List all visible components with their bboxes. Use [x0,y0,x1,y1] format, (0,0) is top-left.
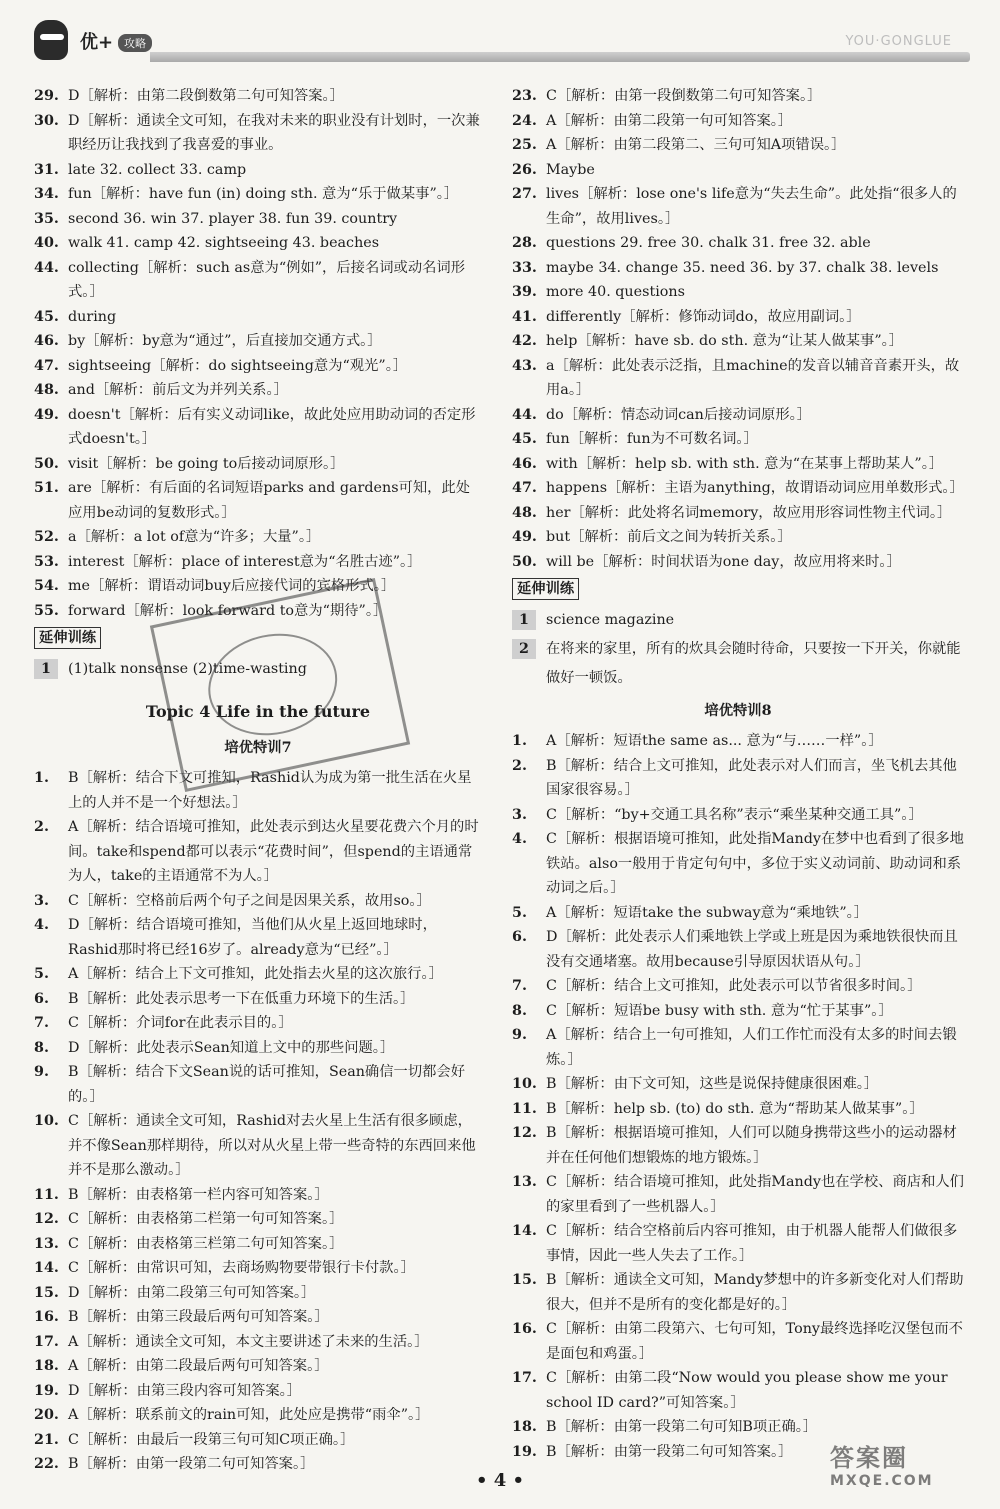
answer-entry [34,1403,482,1428]
item-text: A［解析：结合上下文可推知，此处指去火星的这次旅行。］ [68,966,443,982]
item-text: A［解析：短语take the subway意为“乘地铁”。］ [546,904,869,921]
item-number: 11. [34,1186,59,1203]
item-text: C［解析：介词for在此表示目的。］ [68,1015,293,1031]
item-text: visit［解析：be going to后接动词原形。］ [68,455,345,472]
item-text: B［解析：结合上文可推知，此处表示对人们而言，坐飞机去其他国家很容易。］ [546,757,957,798]
item-text: C［解析：结合上文可推知，此处表示可以节省很多时间。］ [546,978,922,994]
item-number: 1. [512,733,527,749]
answer-entry [34,1379,482,1404]
item-number: 1. [34,770,49,786]
item-text: will be［解析：时间状语为one day，故应用将来时。］ [546,553,901,570]
item-number: 18. [34,1358,59,1374]
answer-entry [34,158,482,183]
item-text: C［解析：结合语境可推知，此处指Mandy也在学校、商店和人们的家里看到了一些机器人。］ [546,1174,964,1215]
answer-entry [34,815,482,889]
brand-name: 优+ [80,32,114,53]
item-text: C［解析：“by+交通工具名称”表示“乘坐某种交通工具”。］ [546,806,923,823]
section-heading-right: 培优特训8 [704,703,772,719]
item-number: 55. [34,602,59,619]
item-number: 17. [34,1333,59,1350]
item-text: and［解析：前后文为并列关系。］ [68,382,288,398]
item-text: B［解析：结合下文可推知，Rashid认为成为第一批生活在火星上的人并不是一个好想法。］ [68,770,472,811]
item-text: C［解析：由第一段倒数第二句可知答案。］ [546,88,822,104]
extension-training-label: 延伸训练 [34,627,101,649]
item-number: 48. [34,382,59,398]
item-number: 47. [34,357,59,374]
answer-entry [512,901,964,926]
extension-training-label: 延伸训练 [512,578,579,600]
item-text: second 36. win 37. player 38. fun 39. country [68,210,398,227]
item-number: 1 [34,659,58,679]
item-number: 14. [512,1223,537,1239]
answer-entry [34,574,482,599]
item-text: B［解析：此处表示思考一下在低重力环境下的生活。］ [68,990,415,1007]
answer-entry [512,999,964,1024]
item-text: B［解析：由下文可知，这些是说保持健康很困难。］ [546,1076,879,1092]
page-number: • 4 • [475,1470,525,1491]
item-text: C［解析：由第二段“Now would you please show me your school ID card?”可知答案。］ [546,1370,948,1411]
answer-entry [34,305,482,330]
extension-item [512,606,964,635]
answer-entry [512,754,964,803]
item-number: 14. [34,1260,59,1276]
item-text: D［解析：由第三段内容可知答案。］ [68,1382,302,1399]
item-text: C［解析：根据语境可推知，此处指Mandy在梦中也看到了很多地铁站。also一般用于肯定句句中，多位于实义动词前、助动词和系动词之后。］ [546,831,964,896]
answer-entry [34,1183,482,1208]
answer-entry [34,1305,482,1330]
item-text: D［解析：由第二段第三句可知答案。］ [68,1284,316,1301]
answer-entry [512,1317,964,1366]
item-text: science magazine [546,612,675,628]
answer-entry [34,84,482,109]
item-number: 10. [512,1076,537,1092]
item-text: me［解析：谓语动词buy后应接代词的宾格形式。］ [68,578,396,594]
answer-entry [34,378,482,403]
answer-entry [512,305,964,330]
item-number: 50. [34,455,59,472]
item-number: 33. [512,259,537,276]
answer-entry [34,109,482,158]
answer-entry [512,1097,964,1122]
answer-entry [34,1281,482,1306]
item-number: 3. [34,892,49,909]
page-header [0,0,1000,72]
item-number: 12. [512,1125,537,1141]
item-number: 19. [512,1443,537,1460]
answer-entry [512,427,964,452]
item-number: 11. [512,1100,537,1117]
answer-entry [34,354,482,379]
answer-entry [512,1170,964,1219]
item-number: 41. [512,308,537,325]
item-text: with［解析：help sb. with sth. 意为“在某事上帮助某人”。］ [546,455,944,472]
item-text: 在将来的家里，所有的炊具会随时待命，只要按一下开关，你就能做好一顿饭。 [546,641,961,686]
item-number: 44. [512,406,537,423]
item-text: fun［解析：have fun (in) doing sth. 意为“乐于做某事”。］ [68,186,459,202]
item-text: B［解析：结合下文Sean说的话可推知，Sean确信一切都会好的。］ [68,1064,466,1105]
item-number: 46. [512,455,537,472]
answer-entry [34,1036,482,1061]
answer-entry [34,550,482,575]
item-number: 30. [34,112,59,129]
answer-entry [34,1011,482,1036]
answer-entry [34,1428,482,1453]
item-number: 21. [34,1431,59,1448]
answer-entry [512,182,964,231]
item-text: are［解析：有后面的名词短语parks and gardens可知，此处应用be动词的复数形式。］ [68,480,471,521]
item-text: D［解析：由第二段倒数第二句可知答案。］ [68,88,344,104]
item-number: 44. [34,259,59,276]
answer-entry [512,329,964,354]
topic-title: Topic 4 Life in the future [145,702,371,721]
answer-entry [34,1232,482,1257]
item-number: 47. [512,480,537,496]
answer-entry [512,550,964,575]
section-heading-left: 培优特训7 [224,740,292,756]
item-number: 15. [34,1284,59,1301]
answer-entry [512,403,964,428]
item-number: 22. [34,1456,59,1472]
item-number: 50. [512,553,537,570]
answer-entry [512,133,964,158]
item-text: B［解析：由第一段第二句可知B项正确。］ [546,1419,818,1435]
answer-list-left-top [34,84,482,623]
item-text: A［解析：由第二段第一句可知答案。］ [546,112,793,129]
answer-list-right-bottom [512,729,964,1464]
answer-entry [512,1219,964,1268]
item-text: collecting［解析：such as意为“例如”，后接名词或动名词形式。］ [68,259,466,300]
item-text: B［解析：由第三段最后两句可知答案。］ [68,1309,329,1325]
item-number: 43. [512,357,537,374]
item-text: D［解析：结合语境可推知，当他们从火星上返回地球时，Rashid那时将已经16岁了。already意为“已经”。］ [68,917,437,958]
item-number: 7. [512,978,527,994]
item-number: 8. [34,1039,49,1056]
stamp-seal-icon [199,622,347,747]
item-text: interest［解析：place of interest意为“名胜古迹”。］ [68,553,422,570]
answer-entry [512,729,964,754]
item-text: a［解析：a lot of意为“许多；大量”。］ [68,529,321,545]
item-text: C［解析：空格前后两个句子之间是因果关系，故用so。］ [68,892,431,909]
item-text: doesn't［解析：后有实义动词like，故此处应用助动词的否定形式doesn't。］ [68,406,476,447]
item-number: 3. [512,806,527,823]
answer-entry [34,1256,482,1281]
answer-entry [512,525,964,550]
item-text: do［解析：情态动词can后接动词原形。］ [546,406,812,423]
item-number: 23. [512,88,537,104]
item-text: B［解析：由表格第一栏内容可知答案。］ [68,1186,329,1203]
item-text: during [68,308,117,325]
answer-entry [512,452,964,477]
item-number: 49. [34,406,59,423]
answer-entry [34,962,482,987]
item-number: 7. [34,1015,49,1031]
answer-entry [34,207,482,232]
item-number: 48. [512,504,537,521]
answer-entry [512,231,964,256]
answer-list-left-bottom [34,766,482,1477]
item-number: 35. [34,210,59,227]
answer-entry [34,476,482,525]
item-number: 24. [512,112,537,129]
watermark-url: MXQE.COM [830,1473,934,1489]
item-number: 39. [512,284,537,300]
answer-entry [512,1415,964,1440]
answer-entry [512,84,964,109]
item-text: A［解析：由第二段最后两句可知答案。］ [68,1358,329,1374]
item-number: 26. [512,161,537,178]
answer-entry [34,525,482,550]
item-number: 2. [512,757,527,774]
item-text: forward［解析：look forward to意为“期待”。］ [68,602,388,619]
item-number: 34. [34,186,59,202]
item-text: a［解析：此处表示泛指，且machine的发音以辅音音素开头，故用a。］ [546,357,960,398]
answer-entry [512,158,964,183]
item-text: A［解析：短语the same as... 意为“与……一样”。］ [546,733,883,749]
item-number: 49. [512,529,537,545]
item-text: maybe 34. change 35. need 36. by 37. chalk 38. levels [546,259,939,276]
item-number: 51. [34,480,59,496]
item-number: 2. [34,819,49,835]
header-label: YOU·GONGLUE [845,34,952,49]
item-text: A［解析：结合上一句可推知，人们工作忙而没有太多的时间去锻炼。］ [546,1027,957,1068]
item-number: 4. [512,831,527,847]
item-number: 13. [512,1174,537,1190]
item-text: late 32. collect 33. camp [68,161,247,178]
item-number: 2 [512,639,536,659]
item-number: 16. [34,1309,59,1325]
item-number: 53. [34,553,59,570]
answer-entry [34,182,482,207]
item-text: C［解析：由常识可知，去商场购物要带银行卡付款。］ [68,1260,415,1276]
item-number: 5. [34,966,49,982]
answer-entry [512,280,964,305]
answer-entry [512,354,964,403]
site-watermark [830,1438,990,1498]
item-text: (1)talk nonsense (2)time-wasting [68,661,307,677]
mascot-icon [34,20,68,60]
item-text: B［解析：根据语境可推知，人们可以随身携带这些小的运动器材并在任何他们想锻炼的地方锻炼。］ [546,1125,957,1166]
item-number: 40. [34,235,59,251]
answer-entry [512,109,964,134]
item-number: 9. [34,1064,49,1080]
answer-entry [512,256,964,281]
item-text: sightseeing［解析：do sightseeing意为“观光”。］ [68,357,408,374]
answer-entry [34,256,482,305]
answer-entry [34,452,482,477]
extension-list-right [512,606,964,693]
extension-item [512,635,964,693]
item-text: D［解析：通读全文可知，在我对未来的职业没有计划时，一次兼职经历让我找到了我喜爱的事业。 [68,112,480,153]
item-number: 25. [512,137,537,153]
item-text: C［解析：短语be busy with sth. 意为“忙于某事”。］ [546,1002,893,1019]
answer-entry [34,987,482,1012]
item-text: A［解析：结合语境可推知，此处表示到达火星要花费六个月的时间。take和spend都可以表示“花费时间”，但spend的主语通常为人，take的主语通常不为人。］ [68,819,479,884]
answer-entry [512,1366,964,1415]
item-text: A［解析：通读全文可知，本文主要讲述了未来的生活。］ [68,1333,429,1350]
item-number: 15. [512,1272,537,1288]
item-number: 17. [512,1370,537,1386]
item-text: lives［解析：lose one's life意为“失去生命”。此处指“很多人的生命”，故用lives。］ [546,186,957,227]
answer-entry [512,501,964,526]
item-text: help［解析：have sb. do sth. 意为“让某人做某事”。］ [546,333,904,349]
item-text: A［解析：联系前文的rain可知，此处应是携带“雨伞”。］ [68,1407,430,1423]
item-text: C［解析：由第二段第六、七句可知，Tony最终选择吃汉堡包而不是面包和鸡蛋。］ [546,1321,963,1362]
watermark-text: 答案圈 [830,1444,908,1472]
answer-entry [512,476,964,501]
answer-entry [512,1268,964,1317]
answer-entry [512,1023,964,1072]
item-text: by［解析：by意为“通过”，后直接加交通方式。］ [68,333,382,349]
item-number: 10. [34,1113,59,1129]
item-text: her［解析：此处将名词memory，故应用形容词性物主代词。］ [546,504,952,521]
item-number: 6. [512,929,527,945]
item-text: fun［解析：fun为不可数名词。］ [546,431,758,447]
item-number: 31. [34,161,59,178]
right-column [512,84,964,1464]
item-text: walk 41. camp 42. sightseeing 43. beaches [68,235,380,251]
answer-entry [34,329,482,354]
item-number: 12. [34,1211,59,1227]
answer-entry [34,1207,482,1232]
glasses-icon [40,34,64,40]
answer-list-right-top [512,84,964,574]
item-text: B［解析：由第一段第二句可知答案。］ [68,1456,315,1472]
item-number: 6. [34,990,49,1007]
item-text: C［解析：通读全文可知，Rashid对去火星上生活有很多顾虑，并不像Sean那样期待，所以对从火星上带一些奇特的东西回来他并不是那么激动。］ [68,1113,476,1178]
item-text: A［解析：由第二段第二、三句可知A项错误。］ [546,137,846,153]
answer-entry [34,403,482,452]
item-text: Maybe [546,161,595,178]
answer-entry [34,1330,482,1355]
item-number: 28. [512,235,537,251]
item-number: 45. [34,308,59,325]
item-text: B［解析：由第一段第二句可知答案。］ [546,1443,793,1460]
answer-entry [512,974,964,999]
item-number: 8. [512,1002,527,1019]
item-text: B［解析：通读全文可知，Mandy梦想中的许多新变化对人们帮助很大，但并不是所有的变化都是好的。］ [546,1272,964,1313]
item-number: 52. [34,529,59,545]
item-text: B［解析：help sb. (to) do sth. 意为“帮助某人做某事”。］ [546,1100,924,1117]
header-rule [150,52,970,62]
item-text: but［解析：前后文之间为转折关系。］ [546,529,792,545]
item-number: 42. [512,333,537,349]
item-number: 45. [512,431,537,447]
item-text: C［解析：由最后一段第三句可知C项正确。］ [68,1431,355,1448]
item-number: 4. [34,917,49,933]
item-number: 13. [34,1235,59,1252]
item-number: 54. [34,578,59,594]
item-number: 27. [512,186,537,202]
item-text: C［解析：由表格第三栏第二句可知答案。］ [68,1235,344,1252]
item-number: 46. [34,333,59,349]
item-number: 16. [512,1321,537,1337]
answer-entry [512,827,964,901]
answer-entry [512,803,964,828]
item-text: questions 29. free 30. chalk 31. free 32. able [546,235,871,251]
item-text: differently［解析：修饰动词do，故应用副词。］ [546,308,861,325]
answer-entry [512,1072,964,1097]
item-text: happens［解析：主语为anything，故谓语动词应用单数形式。］ [546,480,964,496]
item-number: 5. [512,904,527,921]
item-number: 29. [34,88,59,104]
item-text: more 40. questions [546,284,685,300]
item-text: C［解析：由表格第二栏第一句可知答案。］ [68,1211,344,1227]
answer-entry [512,925,964,974]
item-number: 19. [34,1382,59,1399]
item-text: D［解析：此处表示人们乘地铁上学或上班是因为乘地铁很快而且没有交通堵塞。故用because引导原因状语从句。］ [546,929,958,970]
answer-entry [512,1121,964,1170]
brand-tag: 攻略 [118,34,152,52]
answer-entry [34,1354,482,1379]
answer-entry [34,913,482,962]
answer-entry [34,231,482,256]
item-number: 9. [512,1027,527,1043]
answer-entry [34,1109,482,1183]
item-text: C［解析：结合空格前后内容可推知，由于机器人能帮人们做很多事情，因此一些人失去了工作。］ [546,1223,958,1264]
answer-entry [34,889,482,914]
item-number: 1 [512,610,536,630]
answer-entry [34,1060,482,1109]
left-column [34,84,482,1477]
item-number: 20. [34,1407,59,1423]
item-text: D［解析：此处表示Sean知道上文中的那些问题。］ [68,1039,395,1056]
item-number: 18. [512,1419,537,1435]
